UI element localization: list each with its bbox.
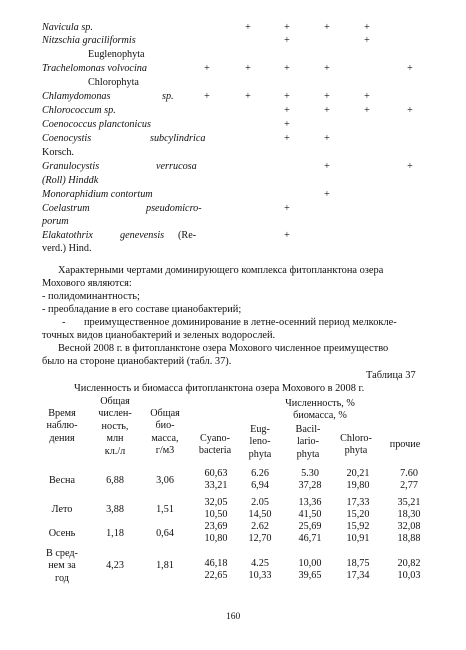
species-coelastrum-epithet: pseudomicro- xyxy=(146,203,202,214)
presence-mark: + xyxy=(324,189,330,200)
cell-count: 1,18 xyxy=(106,528,124,539)
species-coenococcus: Coenococcus planctonicus xyxy=(42,119,151,130)
cell-biomass: 1,51 xyxy=(156,504,174,515)
cell-eugl: 2.62 12,70 xyxy=(248,521,272,545)
species-chlamydomonas: Chlamydomonas xyxy=(42,91,111,102)
presence-mark: + xyxy=(324,91,330,102)
bullet-dash: - xyxy=(62,317,66,328)
presence-mark: + xyxy=(364,35,370,46)
group-heading-chlorophyta: Chlorophyta xyxy=(88,77,139,88)
presence-mark: + xyxy=(324,161,330,172)
cell-other: 20,82 10,03 xyxy=(397,558,421,582)
cell-count: 3,88 xyxy=(106,504,124,515)
presence-mark: + xyxy=(407,105,413,116)
header-chloro: Chloro- phyta xyxy=(340,433,372,457)
paragraph-line: Весной 2008 г. в фитопланктоне озера Мохового численное преимущество xyxy=(58,343,389,354)
cell-bacil: 25,69 46,71 xyxy=(298,521,322,545)
presence-mark: + xyxy=(364,105,370,116)
presence-mark: + xyxy=(284,133,290,144)
species-elakatothrix-epithet: genevensis xyxy=(120,230,165,241)
species-coelastrum-genus: Coelastrum xyxy=(42,203,90,214)
page-number: 160 xyxy=(226,612,241,622)
cell-bacil: 13,36 41,50 xyxy=(298,497,322,521)
species-monoraphidium: Monoraphidium contortum xyxy=(42,189,153,200)
species-author: (Re- xyxy=(178,230,197,241)
cell-chloro: 15,92 10,91 xyxy=(346,521,370,545)
presence-mark: + xyxy=(364,91,370,102)
species-author: verd.) Hind. xyxy=(42,243,92,254)
species-trachelomonas: Trachelomonas volvocina xyxy=(42,63,147,74)
presence-mark: + xyxy=(364,22,370,33)
presence-mark: + xyxy=(204,91,210,102)
species-author: (Roll) Hinddk xyxy=(42,175,99,186)
presence-mark: + xyxy=(284,22,290,33)
header-time: Время наблю- дения xyxy=(46,408,78,444)
species-coelastrum-epithet-cont: porum xyxy=(42,216,69,227)
row-season: Осень xyxy=(48,528,76,539)
header-bacil: Bacil- lario- phyta xyxy=(295,424,321,460)
cell-cyano: 46,18 22,65 xyxy=(204,558,228,582)
species-coenocystis-genus: Coenocystis xyxy=(42,133,92,144)
cell-cyano: 32,05 10,50 xyxy=(204,497,228,521)
species-granulocystis-epithet: verrucosa xyxy=(156,161,197,172)
bullet-item: преимущественное доминирование в летне-осенний период мелкокле- xyxy=(84,317,397,328)
presence-mark: + xyxy=(245,91,251,102)
cell-chloro: 17,33 15,20 xyxy=(346,497,370,521)
cell-chloro: 20,21 19,80 xyxy=(346,468,370,492)
cell-biomass: 3,06 xyxy=(156,475,174,486)
cell-eugl: 4.25 10,33 xyxy=(248,558,272,582)
presence-mark: + xyxy=(284,63,290,74)
header-biomass: Общая био- масса, г/м3 xyxy=(150,408,180,457)
species-author: Korsch. xyxy=(42,147,74,158)
header-cyano: Cyano- bacteria xyxy=(198,433,232,457)
presence-mark: + xyxy=(407,161,413,172)
presence-mark: + xyxy=(284,91,290,102)
paragraph-line: Характерными чертами доминирующего комплекса фитопланктона озера xyxy=(58,265,384,276)
group-heading-euglenophyta: Euglenophyta xyxy=(88,49,145,60)
cell-eugl: 6.26 6,94 xyxy=(251,468,269,492)
cell-other: 35,21 18,30 xyxy=(397,497,421,521)
table-label: Таблица 37 xyxy=(366,370,416,381)
cell-chloro: 18,75 17,34 xyxy=(346,558,370,582)
presence-mark: + xyxy=(245,22,251,33)
cell-biomass: 0,64 xyxy=(156,528,174,539)
bullet-item: - полидоминантность; xyxy=(42,291,140,302)
species-coenocystis-epithet: subcylindrica xyxy=(150,133,206,144)
presence-mark: + xyxy=(284,230,290,241)
presence-mark: + xyxy=(284,203,290,214)
species-nitzschia: Nitzschia graciliformis xyxy=(42,35,136,46)
cell-eugl: 2.05 14,50 xyxy=(248,497,272,521)
species-elakatothrix-genus: Elakatothrix xyxy=(42,230,93,241)
bullet-item: - преобладание в его составе цианобактерий; xyxy=(42,304,242,315)
presence-mark: + xyxy=(284,119,290,130)
row-season: Лето xyxy=(51,504,73,515)
header-count: Общая числен- ность, млн кл./л xyxy=(98,396,132,457)
header-eugl: Eug- leno- phyta xyxy=(248,424,272,460)
paragraph-line: Мохового являются: xyxy=(42,278,132,289)
bullet-item-cont: точных видов цианобактерий и зеленых водорослей. xyxy=(42,330,276,341)
presence-mark: + xyxy=(324,133,330,144)
header-other: прочие xyxy=(389,439,421,450)
presence-mark: + xyxy=(245,63,251,74)
species-chlorococcum: Chlorococcum sp. xyxy=(42,105,116,116)
species-suffix: sp. xyxy=(162,91,174,102)
cell-biomass: 1,81 xyxy=(156,560,174,571)
cell-cyano: 60,63 33,21 xyxy=(204,468,228,492)
species-navicula: Navicula sp. xyxy=(42,22,93,33)
presence-mark: + xyxy=(324,63,330,74)
presence-mark: + xyxy=(324,105,330,116)
row-season: В сред- нем за год xyxy=(46,548,78,584)
presence-mark: + xyxy=(284,105,290,116)
paragraph-line: было на стороне цианобактерий (табл. 37). xyxy=(42,356,232,367)
table-title: Численность и биомасса фитопланктона озера Мохового в 2008 г. xyxy=(74,383,365,394)
cell-count: 6,88 xyxy=(106,475,124,486)
cell-count: 4,23 xyxy=(106,560,124,571)
cell-bacil: 10,00 39,65 xyxy=(298,558,322,582)
species-granulocystis-genus: Granulocystis xyxy=(42,161,100,172)
header-group: Численность, % биомасса, % xyxy=(285,398,355,422)
cell-other: 32,08 18,88 xyxy=(397,521,421,545)
presence-mark: + xyxy=(204,63,210,74)
presence-mark: + xyxy=(284,35,290,46)
presence-mark: + xyxy=(407,63,413,74)
row-season: Весна xyxy=(48,475,76,486)
cell-cyano: 23,69 10,80 xyxy=(204,521,228,545)
presence-mark: + xyxy=(324,22,330,33)
cell-bacil: 5.30 37,28 xyxy=(298,468,322,492)
cell-other: 7.60 2,77 xyxy=(400,468,418,492)
